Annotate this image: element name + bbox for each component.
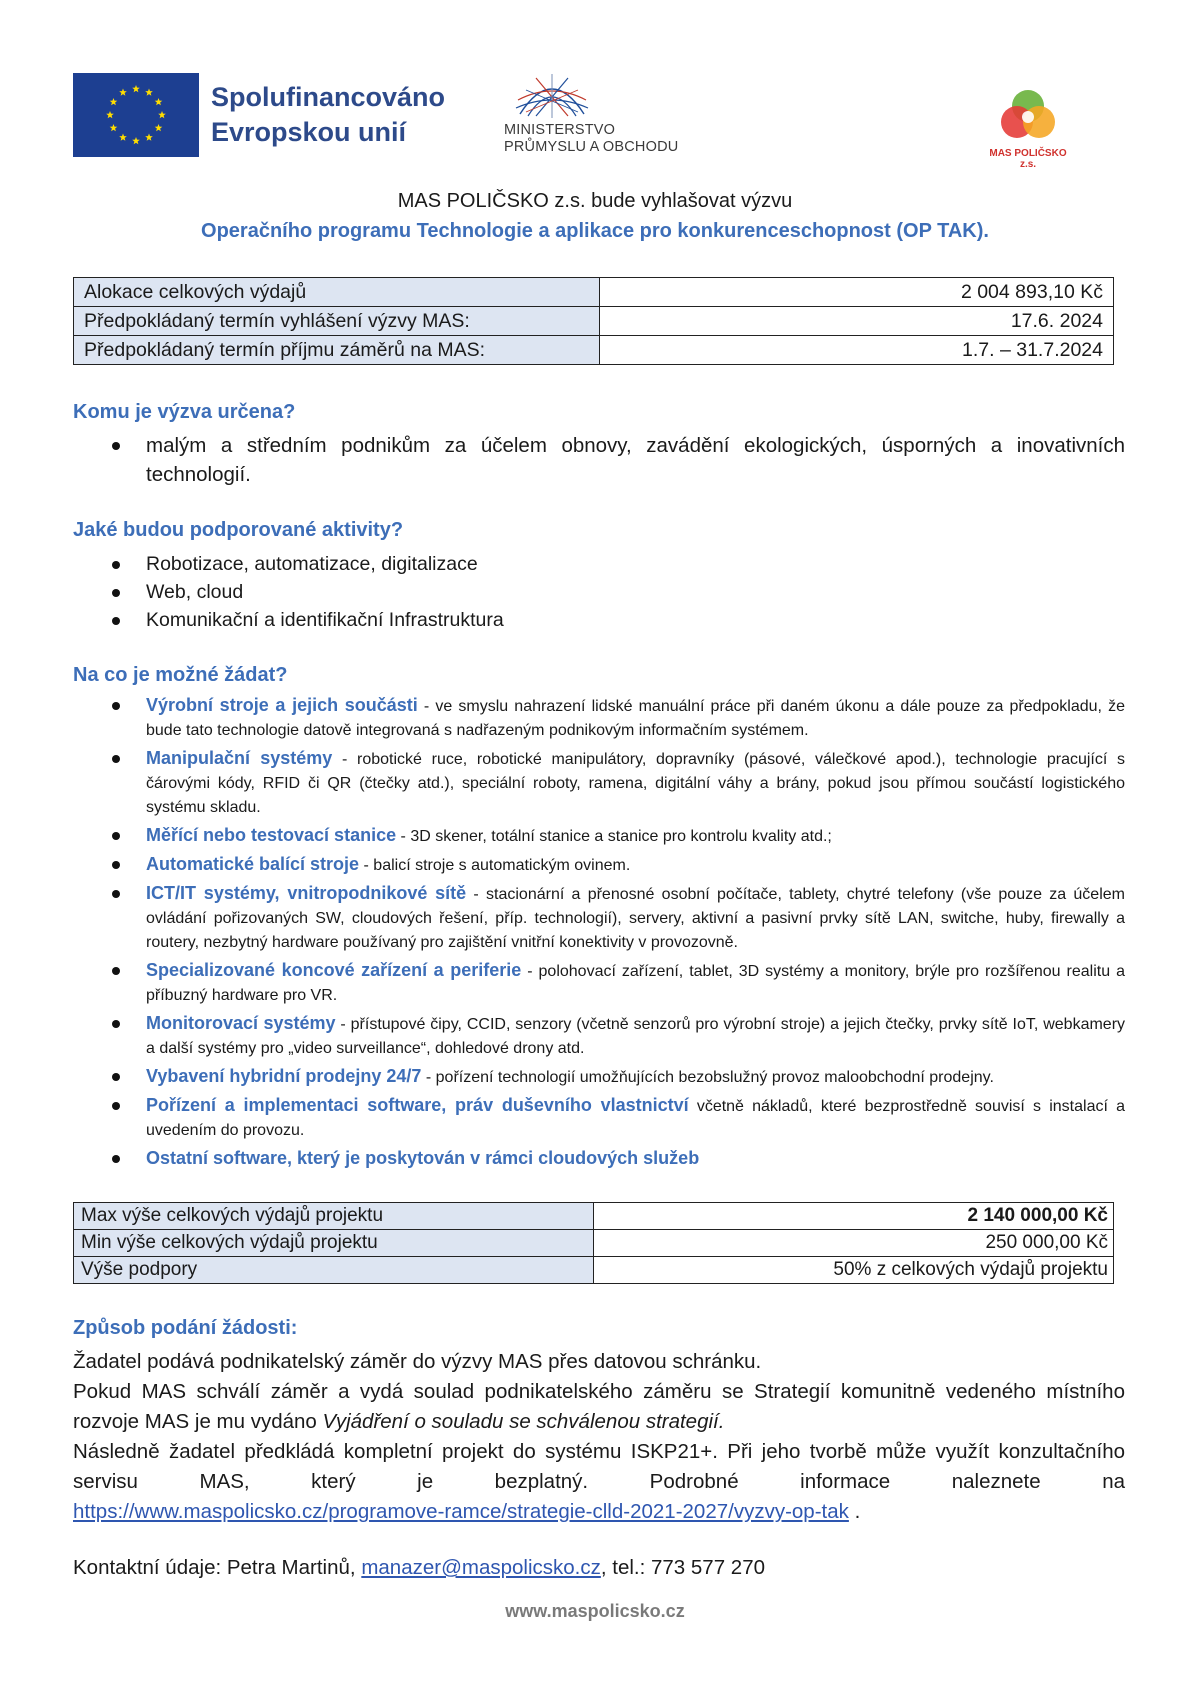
item-title: Výrobní stroje a jejich součásti	[146, 695, 418, 715]
item-title: Pořízení a implementaci software, práv duševního vlastnictví	[146, 1095, 689, 1115]
item-description: včetně nákladů, které bezprostředně souvisí s instalací a uvedením do provozu.	[146, 1098, 1126, 1139]
item-separator: -	[466, 886, 487, 903]
call-info-table	[73, 277, 1114, 365]
contact-phone: , tel.: 773 577 270	[600, 1556, 766, 1579]
apply-paragraph-3: Následně žadatel předkládá kompletní projekt do systému ISKP21+. Při jeho tvorbě může využít konzultačního servisu MAS, který je bezplatný. Podrobné informace naleznete na	[73, 1440, 1125, 1493]
list-item	[73, 1064, 1125, 1090]
item-separator: -	[396, 828, 411, 845]
eu-star-icon	[119, 134, 127, 141]
item-title: Automatické balící stroje	[146, 854, 360, 874]
target-heading: Komu je výzva určena?	[73, 401, 296, 423]
table-value: 1.7. – 31.7.2024	[600, 336, 1114, 365]
item-separator: -	[359, 857, 374, 874]
item-description: polohovací zařízení, tablet, 3D systémy a monitory, brýle pro rozšířenou realitu a příbuzný hardware pro VR.	[146, 963, 1125, 1004]
apply-p2-italic: Vyjádření o souladu se schválenou strategií.	[322, 1410, 725, 1433]
eu-cofinancing-text	[211, 80, 445, 150]
eu-star-icon	[106, 111, 114, 118]
intro-line-1: MAS POLIČSKO z.s. bude vyhlašovat výzvu	[397, 190, 793, 212]
ministry-text-line-1: MINISTERSTVO	[504, 122, 616, 138]
project-limits-table	[73, 1202, 1114, 1284]
item-title: ICT/IT systémy, vnitropodnikové sítě	[146, 883, 467, 903]
table-label: Výše podpory	[74, 1257, 594, 1284]
table-label: Předpokládaný termín příjmu záměrů na MAS:	[74, 336, 600, 365]
apply-link-line	[73, 1497, 1125, 1527]
item-title: Monitorovací systémy	[146, 1013, 336, 1033]
item-description: 3D skener, totální stanice a stanice pro kontrolu kvality atd.;	[410, 828, 832, 845]
contact-line	[73, 1556, 765, 1580]
item-title: Měřící nebo testovací stanice	[146, 825, 397, 845]
eu-star-icon	[132, 137, 140, 144]
table-row	[74, 278, 1114, 307]
item-description: ve smyslu nahrazení lidské manuální práce při daném úkonu a dále pouze za předpokladu, že bude tato technologie datově integrovaná s nadřazeným podnikovým informačním systémem.	[146, 698, 1126, 739]
table-row	[74, 1257, 1114, 1284]
item-description: balicí stroje s automatickým ovinem.	[373, 857, 631, 874]
eu-star-icon	[145, 88, 153, 95]
eligible-list	[73, 693, 1125, 1175]
table-value: 50% z celkových výdajů projektu	[594, 1257, 1114, 1284]
item-title: Ostatní software, který je poskytován v rámci cloudových služeb	[146, 1148, 700, 1168]
list-item	[73, 1011, 1125, 1061]
apply-paragraph-1: Žadatel podává podnikatelský záměr do výzvy MAS přes datovou schránku.	[73, 1350, 762, 1373]
ministry-text	[504, 122, 678, 156]
eu-star-icon	[110, 124, 118, 131]
eu-cofinancing-logo	[73, 73, 445, 157]
eu-text-line-2: Evropskou unií	[211, 117, 407, 147]
item-separator	[689, 1098, 697, 1115]
list-item: Robotizace, automatizace, digitalizace	[73, 550, 1125, 578]
footer-website: www.maspolicsko.cz	[505, 1601, 685, 1621]
table-row	[74, 1203, 1114, 1230]
table-label: Min výše celkových výdajů projektu	[74, 1230, 594, 1257]
item-separator: -	[332, 751, 358, 768]
ministry-logo	[504, 72, 684, 160]
list-item: Web, cloud	[73, 578, 1125, 606]
table-label: Předpokládaný termín vyhlášení výzvy MAS:	[74, 307, 600, 336]
mas-policsko-logo	[983, 84, 1073, 170]
table-row	[74, 307, 1114, 336]
table-value: 250 000,00 Kč	[594, 1230, 1114, 1257]
link-period: .	[854, 1500, 861, 1523]
eu-star-icon	[110, 98, 118, 105]
item-separator: -	[335, 1016, 351, 1033]
item-separator: -	[521, 963, 539, 980]
list-item	[73, 693, 1125, 743]
eu-text-line-1: Spolufinancováno	[211, 82, 446, 112]
item-description: stacionární a přenosné osobní počítače, tablety, chytré telefony (vše pouze za účelem ovládání pořizovaných SW, cloudových řešení, příp. technologií), servery, aktivní a pasivní prvky sítě LAN, switche, huby, firewally a routery, nezbytný hardware používaný pro zajištění vnitřní konektivity v provozovně.	[146, 886, 1125, 951]
eu-star-icon	[158, 111, 166, 118]
list-item	[73, 852, 1125, 878]
item-separator: -	[417, 698, 436, 715]
list-item	[73, 881, 1125, 955]
list-item: Komunikační a identifikační Infrastruktura	[73, 606, 1125, 634]
apply-heading: Způsob podání žádosti:	[73, 1317, 298, 1339]
apply-p2-text: Pokud MAS schválí záměr a vydá soulad podnikatelského záměru se Strategií komunitně vedeného místního rozvoje MAS je mu vydáno	[73, 1380, 1125, 1433]
table-row	[74, 1230, 1114, 1257]
target-list	[73, 431, 1125, 489]
list-item	[73, 1093, 1125, 1143]
ministry-globe-icon	[512, 72, 592, 122]
list-item	[73, 823, 1125, 849]
item-description: pořízení technologií umožňujících bezobslužný provoz maloobchodní prodejny.	[435, 1069, 994, 1086]
list-item	[73, 746, 1125, 820]
list-item	[73, 1146, 1125, 1172]
contact-email-link[interactable]: manazer@maspolicsko.cz	[361, 1556, 601, 1579]
calls-link[interactable]: https://www.maspolicsko.cz/programove-ramce/strategie-clld-2021-2027/vyzvy-op-tak	[73, 1500, 849, 1523]
mas-circles-icon	[983, 84, 1073, 148]
table-value: 2 140 000,00 Kč	[594, 1203, 1114, 1230]
intro-programme-title: Operačního programu Technologie a aplikace pro konkurenceschopnost (OP TAK).	[201, 220, 989, 242]
table-value: 17.6. 2024	[600, 307, 1114, 336]
mas-logo-text: MAS POLIČSKO z.s.	[989, 148, 1067, 170]
eu-star-icon	[155, 124, 163, 131]
table-value: 2 004 893,10 Kč	[600, 278, 1114, 307]
item-separator: -	[421, 1069, 436, 1086]
table-row	[74, 336, 1114, 365]
eu-flag-icon	[73, 73, 199, 157]
eu-star-icon	[132, 85, 140, 92]
apply-paragraph-2	[73, 1377, 1125, 1437]
item-title: Manipulační systémy	[146, 748, 333, 768]
table-label: Alokace celkových výdajů	[74, 278, 600, 307]
apply-section	[73, 1347, 1125, 1527]
contact-prefix: Kontaktní údaje: Petra Martinů,	[73, 1556, 356, 1579]
list-item	[73, 958, 1125, 1008]
item-title: Specializované koncové zařízení a periferie	[146, 960, 522, 980]
activities-list	[73, 550, 1125, 634]
activities-heading: Jaké budou podporované aktivity?	[73, 519, 404, 541]
ministry-text-line-2: PRŮMYSLU A OBCHODU	[504, 139, 679, 155]
item-title: Vybavení hybridní prodejny 24/7	[146, 1066, 422, 1086]
item-description: robotické ruce, robotické manipulátory, dopravníky (pásové, válečkové apod.), technologie pracující s čárovými kódy, RFID či QR (čtečky atd.), speciální roboty, ramena, digitální váhy a brány, pokud jsou přímou součástí logistického systému skladu.	[146, 751, 1126, 816]
eu-star-icon	[145, 134, 153, 141]
item-description: přístupové čipy, CCID, senzory (včetně senzorů pro výrobní stroje) a jejich čtečky, prvky sítě IoT, webkamery a další systémy pro „video surveillance“, dohledové drony atd.	[146, 1016, 1126, 1057]
table-label: Max výše celkových výdajů projektu	[74, 1203, 594, 1230]
eu-star-icon	[119, 88, 127, 95]
list-item: malým a středním podnikům za účelem obnovy, zavádění ekologických, úsporných a inovativních technologií.	[73, 431, 1125, 489]
eligible-heading: Na co je možné žádat?	[73, 664, 288, 686]
eu-star-icon	[155, 98, 163, 105]
